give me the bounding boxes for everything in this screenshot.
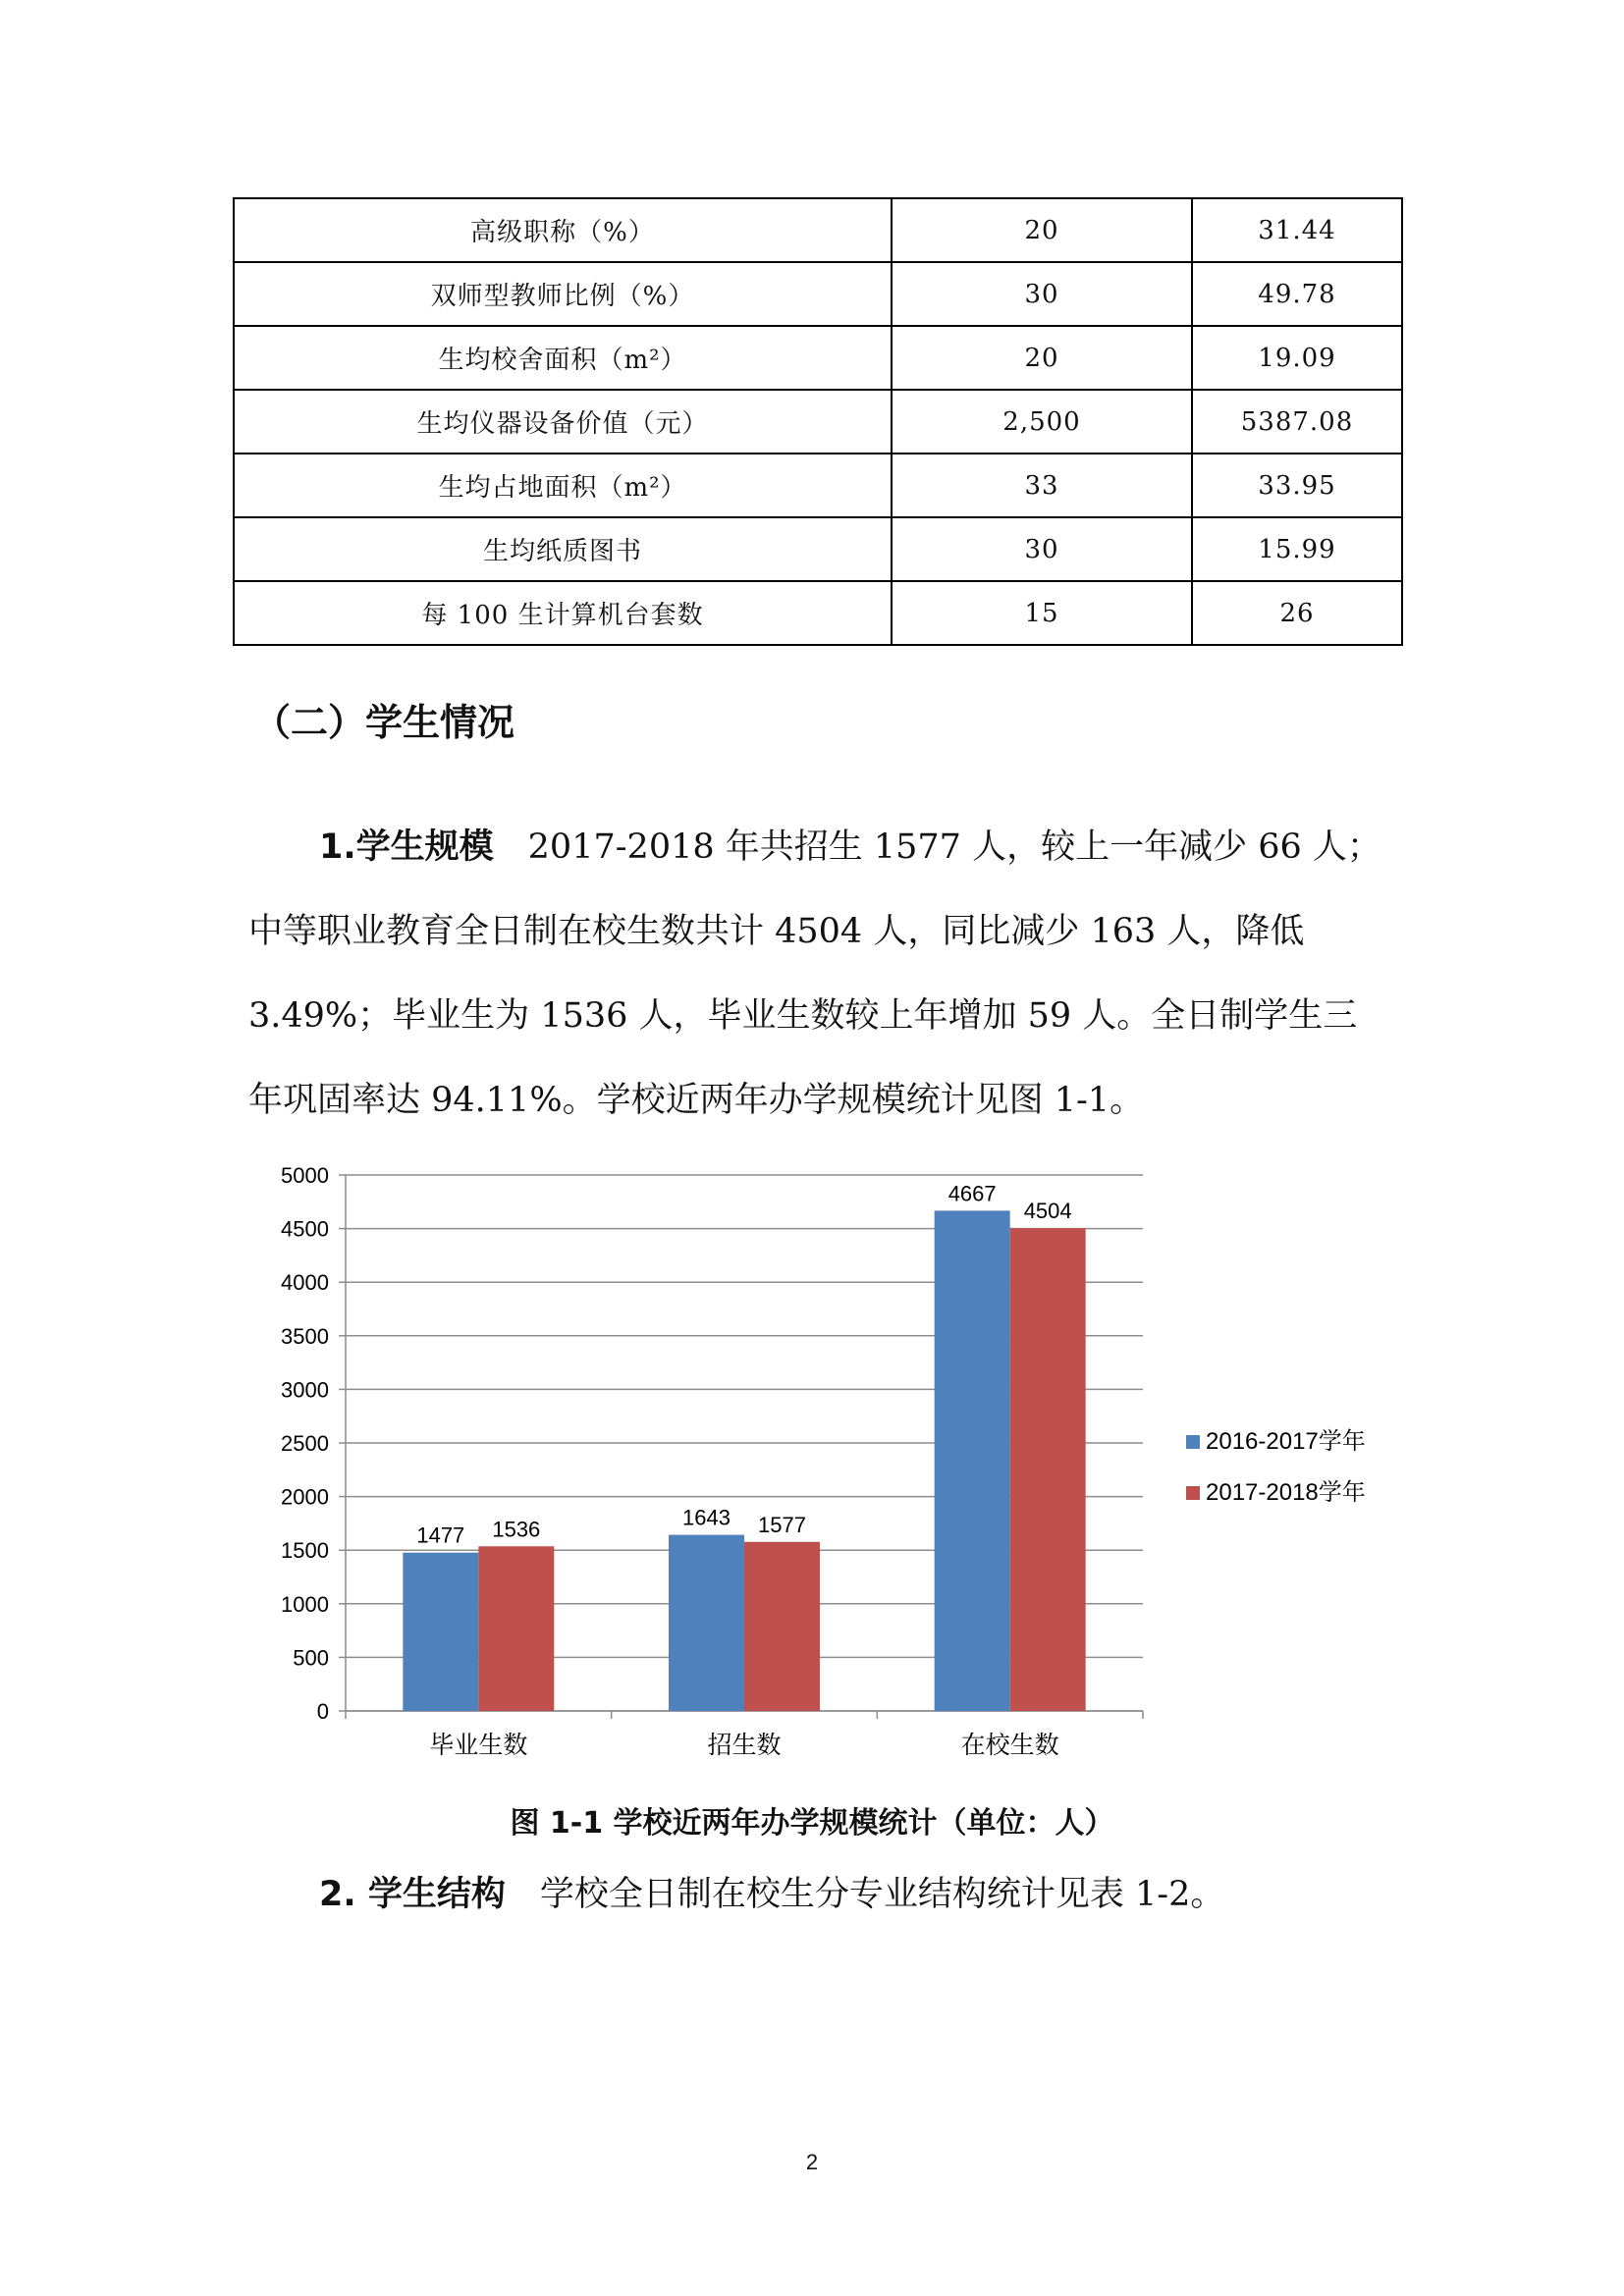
actual-value: 15.99 bbox=[1192, 517, 1402, 581]
legend-swatch bbox=[1186, 1435, 1200, 1449]
y-tick-label: 5000 bbox=[281, 1163, 329, 1188]
indicator-name: 生均校舍面积（m²） bbox=[234, 326, 892, 390]
bar bbox=[669, 1535, 744, 1711]
standard-value: 2,500 bbox=[892, 390, 1192, 454]
enrollment-bar-chart bbox=[248, 1158, 1407, 1767]
indicator-name: 每 100 生计算机台套数 bbox=[234, 581, 892, 645]
section-heading: （二）学生情况 bbox=[253, 701, 515, 744]
legend-label: 2017-2018学年 bbox=[1206, 1479, 1366, 1506]
data-label: 1643 bbox=[682, 1505, 731, 1530]
data-label: 4667 bbox=[947, 1181, 997, 1206]
figure-caption: 图 1-1 学校近两年办学规模统计（单位：人） bbox=[510, 1806, 1114, 1841]
standard-value: 33 bbox=[892, 454, 1192, 517]
bar bbox=[478, 1546, 554, 1711]
student-scale-paragraph bbox=[248, 805, 1387, 1143]
data-label: 4504 bbox=[1023, 1199, 1072, 1224]
actual-value: 33.95 bbox=[1192, 454, 1402, 517]
table-row bbox=[234, 390, 1402, 454]
indicator-table bbox=[233, 197, 1403, 646]
y-tick-label: 1000 bbox=[281, 1591, 329, 1617]
indicator-name: 双师型教师比例（%） bbox=[234, 262, 892, 326]
paragraph-body: 学校全日制在校生分专业结构统计见表 1-2。 bbox=[505, 1875, 1225, 1914]
bar bbox=[1010, 1228, 1086, 1711]
data-label: 1477 bbox=[416, 1522, 465, 1548]
y-tick-label: 500 bbox=[293, 1645, 329, 1671]
student-structure-paragraph bbox=[319, 1852, 1458, 1937]
x-tick-label: 在校生数 bbox=[960, 1732, 1059, 1759]
y-tick-label: 4000 bbox=[281, 1270, 329, 1296]
standard-value: 15 bbox=[892, 581, 1192, 645]
table-row bbox=[234, 517, 1402, 581]
y-tick-label: 0 bbox=[316, 1699, 329, 1724]
indicator-name: 生均占地面积（m²） bbox=[234, 454, 892, 517]
legend-label: 2016-2017学年 bbox=[1206, 1428, 1366, 1455]
actual-value: 5387.08 bbox=[1192, 390, 1402, 454]
paragraph-lead: 1.学生规模 bbox=[319, 828, 494, 867]
y-tick-label: 2500 bbox=[281, 1431, 329, 1456]
actual-value: 26 bbox=[1192, 581, 1402, 645]
x-tick-label: 招生数 bbox=[707, 1732, 782, 1759]
data-label: 1577 bbox=[758, 1512, 806, 1537]
table-row bbox=[234, 326, 1402, 390]
bar bbox=[744, 1542, 820, 1711]
standard-value: 20 bbox=[892, 326, 1192, 390]
legend-swatch bbox=[1186, 1486, 1200, 1500]
indicator-name: 高级职称（%） bbox=[234, 198, 892, 262]
table-row bbox=[234, 262, 1402, 326]
table-row bbox=[234, 198, 1402, 262]
y-tick-label: 1500 bbox=[281, 1538, 329, 1564]
y-tick-label: 4500 bbox=[281, 1216, 329, 1242]
bar bbox=[935, 1210, 1010, 1711]
paragraph-body: 2017-2018 年共招生 1577 人，较上一年减少 66 人；中等职业教育全日制在校生数共计 4504 人，同比减少 163 人，降低 3.49%；毕业生为 1536 人，毕业生数较上年增加 59 人。全日制学生三年巩固率达 94.11%。学校近两年办学规模统计见图 1-1。 bbox=[248, 828, 1381, 1120]
standard-value: 30 bbox=[892, 262, 1192, 326]
page-number: 2 bbox=[805, 2150, 819, 2174]
data-label: 1536 bbox=[492, 1517, 541, 1542]
y-tick-label: 2000 bbox=[281, 1484, 329, 1510]
indicator-name: 生均纸质图书 bbox=[234, 517, 892, 581]
actual-value: 19.09 bbox=[1192, 326, 1402, 390]
actual-value: 31.44 bbox=[1192, 198, 1402, 262]
standard-value: 30 bbox=[892, 517, 1192, 581]
table-row bbox=[234, 454, 1402, 517]
standard-value: 20 bbox=[892, 198, 1192, 262]
indicator-name: 生均仪器设备价值（元） bbox=[234, 390, 892, 454]
table-row bbox=[234, 581, 1402, 645]
y-tick-label: 3000 bbox=[281, 1377, 329, 1403]
paragraph-lead: 2. 学生结构 bbox=[319, 1875, 506, 1914]
actual-value: 49.78 bbox=[1192, 262, 1402, 326]
y-tick-label: 3500 bbox=[281, 1323, 329, 1349]
bar bbox=[403, 1553, 478, 1711]
x-tick-label: 毕业生数 bbox=[429, 1732, 528, 1759]
